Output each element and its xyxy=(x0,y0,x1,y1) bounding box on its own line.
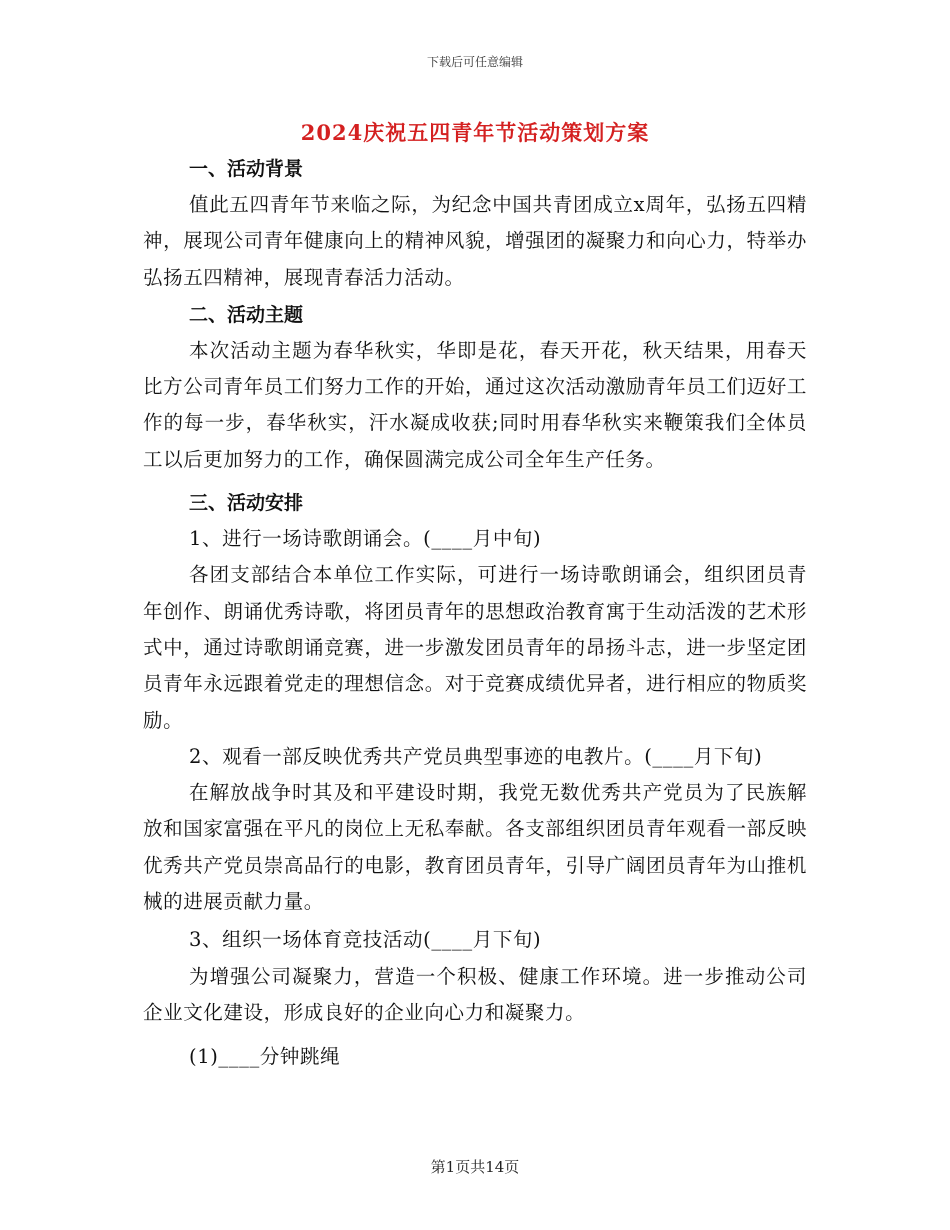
page-header-note: 下载后可任意编辑 xyxy=(426,55,523,69)
paragraph-item-1: 各团支部结合本单位工作实际，可进行一场诗歌朗诵会，组织团员青年创作、朗诵优秀诗歌，将团员青年的思想政治教育寓于生动活泼的艺术形式中，通过诗歌朗诵竞赛，进一步激发团员青年的昂扬斗志，进一步坚定团员青年永远跟着党走的理想信念。对于竞赛成绩优异者，进行相应的物质奖励。 xyxy=(143,563,807,732)
sub-item-1: (1)____分钟跳绳 xyxy=(189,1045,341,1069)
section-heading-theme: 二、活动主题 xyxy=(189,303,304,326)
document-body xyxy=(143,152,807,1076)
paragraph-item-3: 为增强公司凝聚力，营造一个积极、健康工作环境。进一步推动公司企业文化建设，形成良好的企业向心力和凝聚力。 xyxy=(143,964,807,1024)
arrangement-item-2: 2、观看一部反映优秀共产党员典型事迹的电教片。(____月下旬) xyxy=(189,744,763,768)
page-number: 第1页共14页 xyxy=(430,1158,520,1176)
paragraph-background: 值此五四青年节来临之际，为纪念中国共青团成立x周年，弘扬五四精神，展现公司青年健康向上的精神风貌，增强团的凝聚力和向心力，特举办弘扬五四精神，展现青春活力活动。 xyxy=(143,193,807,289)
section-heading-background: 一、活动背景 xyxy=(189,158,304,180)
arrangement-item-3: 3、组织一场体育竞技活动(____月下旬) xyxy=(189,928,542,952)
arrangement-item-1: 1、进行一场诗歌朗诵会。(____月中旬) xyxy=(189,527,542,551)
paragraph-theme: 本次活动主题为春华秋实，华即是花，春天开花，秋天结果，用春天比方公司青年员工们努力工作的开始，通过这次活动激励青年员工们迈好工作的每一步，春华秋实，汗水凝成收获;同时用春华秋实来鞭策我们全体员工以后更加努力的工作，确保圆满完成公司全年生产任务。 xyxy=(143,338,807,471)
paragraph-item-2: 在解放战争时其及和平建设时期，我党无数优秀共产党员为了民族解放和国家富强在平凡的岗位上无私奉献。各支部组织团员青年观看一部反映优秀共产党员崇高品行的电影，教育团员青年，引导广阔团员青年为山推机械的进展贡献力量。 xyxy=(143,781,807,914)
section-heading-arrangement: 三、活动安排 xyxy=(189,492,304,515)
document-title: 2024庆祝五四青年节活动策划方案 xyxy=(300,120,650,145)
